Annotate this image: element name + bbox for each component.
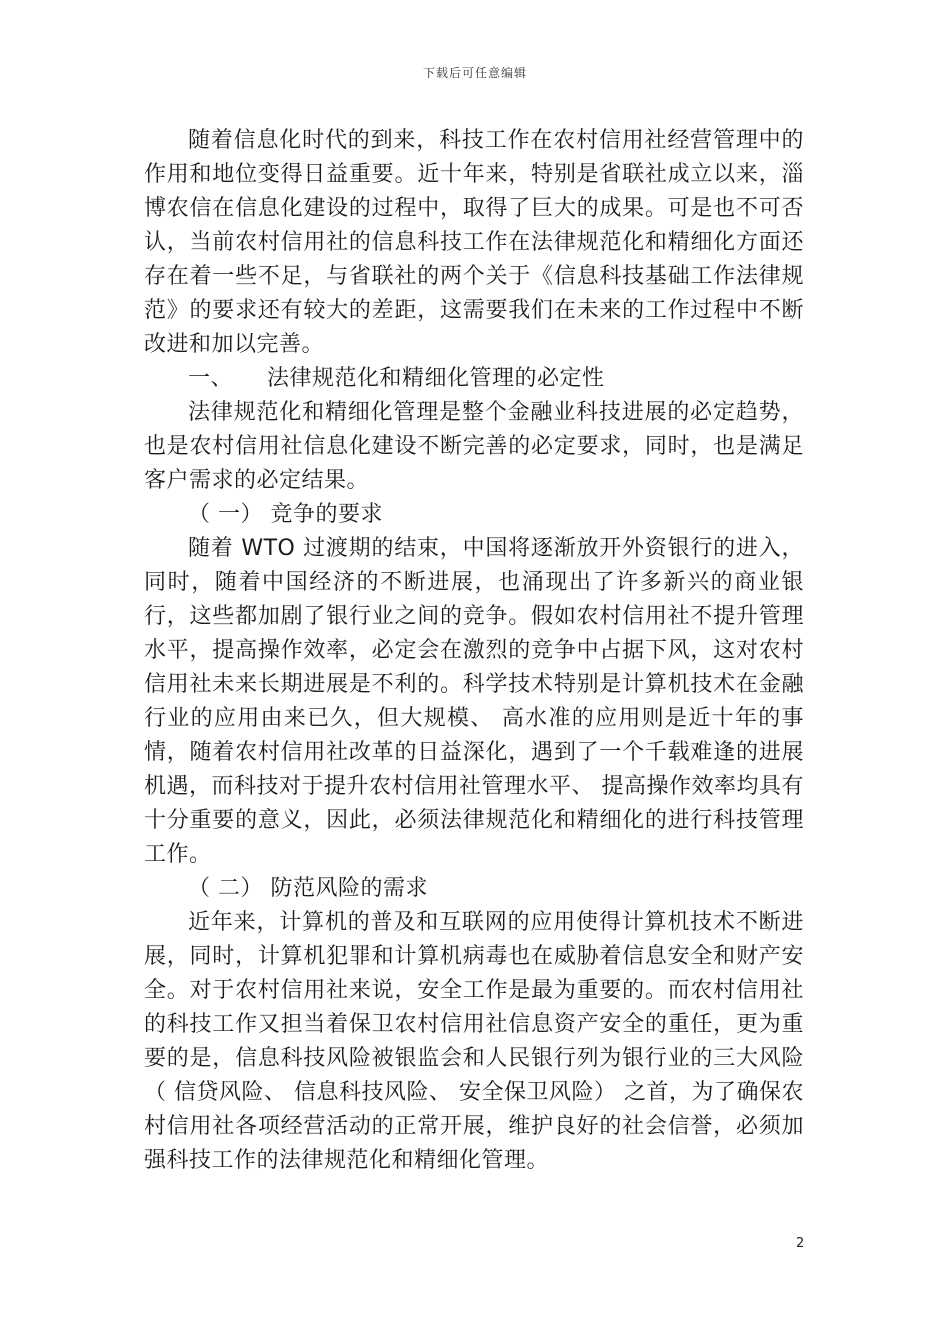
paragraph-competition: 随着 WTO 过渡期的结束，中国将逐渐放开外资银行的进入，同时，随着中国经济的不断进展，也涌现出了许多新兴的商业银行，这些都加剧了银行业之间的竞争。假如农村信用社不提升管理水平，提高操作效率，必定会在激烈的竞争中占据下风，这对农村信用社未来长期进展是不利的。科学技术特别是计算机技术在金融行业的应用由来已久，但大规模、 高水准的应用则是近十年的事情，随着农村信用社改革的日益深化，遇到了一个千载难逢的进展机遇，而科技对于提升农村信用社管理水平、 提高操作效率均具有十分重要的意义，因此，必须法律规范化和精细化的进行科技管理工作。 bbox=[144, 536, 804, 867]
subsection-heading-2: （ 二） 防范风险的需求 bbox=[188, 876, 428, 901]
paragraph-intro: 随着信息化时代的到来，科技工作在农村信用社经营管理中的作用和地位变得日益重要。近十年来，特别是省联社成立以来，淄博农信在信息化建设的过程中，取得了巨大的成果。可是也不可否认，当前农村信用社的信息科技工作在法律规范化和精细化方面还存在着一些不足，与省联社的两个关于《信息科技基础工作法律规范》的要求还有较大的差距，这需要我们在未来的工作过程中不断改进和加以完善。 bbox=[144, 128, 804, 357]
section-heading-1: 一、 法律规范化和精细化管理的必定性 bbox=[188, 366, 605, 391]
page-number: 2 bbox=[796, 1236, 805, 1251]
paragraph-section-1: 法律规范化和精细化管理是整个金融业科技进展的必定趋势，也是农村信用社信息化建设不断完善的必定要求，同时，也是满足客户需求的必定结果。 bbox=[144, 400, 804, 493]
document-body bbox=[144, 124, 804, 1178]
subsection-heading-1: （ 一） 竞争的要求 bbox=[188, 502, 383, 527]
page-header: 下载后可任意编辑 bbox=[422, 66, 527, 80]
paragraph-risk: 近年来，计算机的普及和互联网的应用使得计算机技术不断进展，同时，计算机犯罪和计算机病毒也在威胁着信息安全和财产安全。对于农村信用社来说，安全工作是最为重要的。而农村信用社的科技工作又担当着保卫农村信用社信息资产安全的重任，更为重要的是，信息科技风险被银监会和人民银行列为银行业的三大风险（ 信贷风险、 信息科技风险、 安全保卫风险） 之首，为了确保农村信用社各项经营活动的正常开展，维护良好的社会信誉，必须加强科技工作的法律规范化和精细化管理。 bbox=[144, 910, 804, 1173]
